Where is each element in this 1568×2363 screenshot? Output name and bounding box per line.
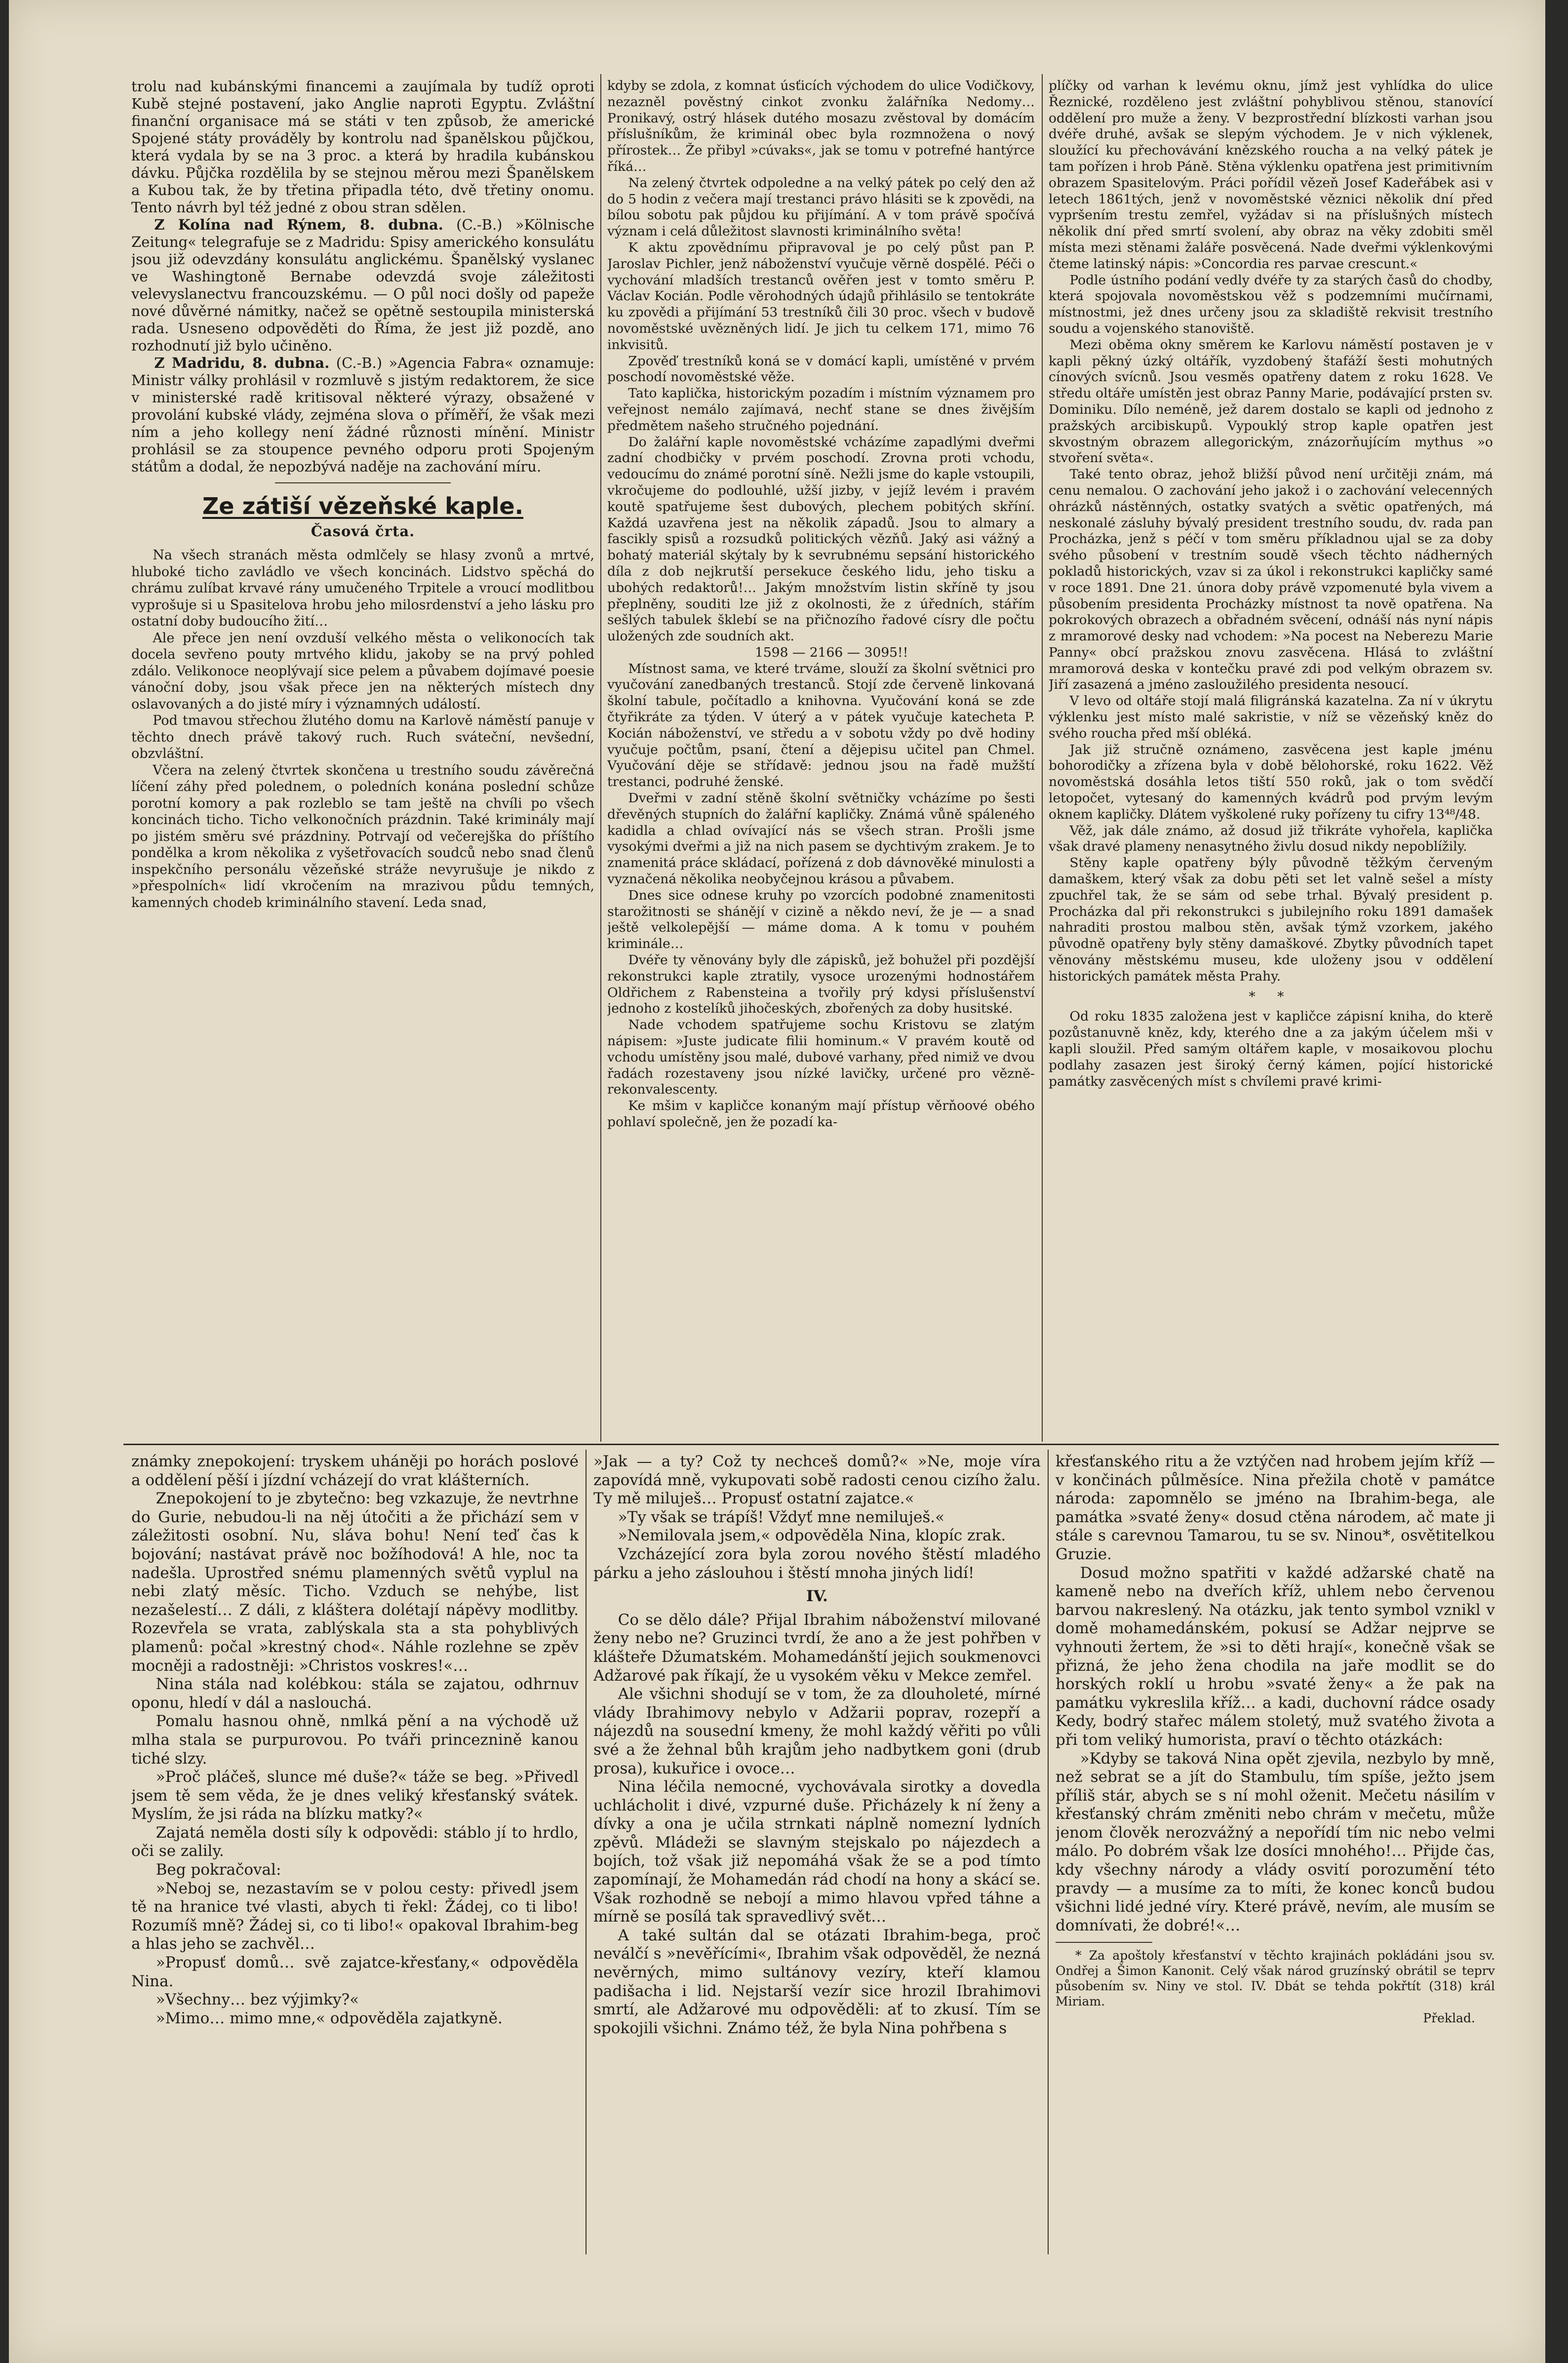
paragraph: Jak již stručně oznámeno, zasvěcena jest kaple jménu bohorodičky a zřízena byla v době bělohorské, roku 1622. Věž novoměstská dosáhla letos tiští 550 roků, jak o tom svědčí letopočet, vytesaný do kamenných kvádrů pod prvým levým oknem kapličky. Dlátem vyškolené ruky pořízeny tu cifry 13⁴⁸/48. xyxy=(1049,742,1493,822)
paragraph: Ale všichni shodují se v tom, že za dlouholeté, mírné vlády Ibrahimovy nebylo v Adžarii poprav, rozepří a nájezdů na sousední kmeny, že mohl každý věřiti po vůli své a že žehnal bůh krajům jeho nadbytkem goni (drub prosa), kukuřice i ovoce… xyxy=(593,1685,1041,1777)
paragraph: Stěny kaple opatřeny býly původně těžkým červeným damaškem, který však za dobu pěti set let valně sešel a místy zpuchřel tak, že se sám od sebe trhal. Bývalý president p. Procházka dal při rekonstrukci s jubilejního roku 1891 damašek nahraditi prostou malbou stěn, avšak týmž vzorkem, jakého původně opatřeny byly stěny damaškové. Zbytky původních tapet věnovány městskému museu, kde uloženy jsou v oddělení historických památek města Prahy. xyxy=(1049,855,1493,984)
paragraph: »Ty však se trápíš! Vždyť mne nemiluješ.« xyxy=(618,1508,945,1526)
divider xyxy=(275,482,451,483)
paragraph: plíčky od varhan k levému oknu, jímž jest vyhlídka do ulice Řeznické, rozděleno jest zvláštní pohyblivou stěnou, stanovící oddělení pro muže a ženy. V bezprostřední blízkosti varhan jsou dvéře druhé, avšak se slepým východem. Je v nich výklenek, sloužící ku přechovávání knězského roucha a na velký pátek je tam pořízen i hrob Páně. Stěna výklenku opatřena jest primitivním obrazem Spasitelovým. Práci pořídil vězeň Josef Kadeřábek asi v letech 1861tých, jenž v novoměstské věznici několik dní před vypršením trestu zemřel, vyžádav si na příslušných místech několik dní před smrtí svolení, aby obraz na věky zdobiti směl místa mezi stěnami žaláře posvěcená. Nade dveřmi výklenkovými čteme latinský nápis: »Concordia res parvae crescunt.« xyxy=(1049,78,1493,272)
paragraph: »Všechny… bez výjimky?« xyxy=(156,1991,359,2009)
paragraph: Tato kaplička, historickým pozadím i místním významem pro veřejnost nemálo zajímavá, nechť stane se dnes živějším předmětem našeho stručného pojednání. xyxy=(607,386,1035,433)
column-rule xyxy=(586,1450,587,2254)
paragraph: Dvéře ty věnovány byly dle zápisků, jež bohužel při pozdější rekonstrukci kaple ztratily, vysoce urozenými hodnostářem Oldřichem z Rabensteina a tvořily prý kdysi příslušenství jednoho z kostelíků jihočeských, zbořených za doby husitské. xyxy=(607,952,1035,1017)
paragraph: Na všech stranách města odmlčely se hlasy zvonů a mrtvé, hluboké ticho zavládlo ve všech koncinách. Lidstvo spěchá do chrámu zulíbat krvavé rány umučeného Trpitele a vroucí modlitbou vyprošuje si u Spasitelova hrobu jeho milosrdenství a jeho lásku pro ostatní doby budoucího žití… xyxy=(131,548,594,629)
paragraph: Věž, jak dále známo, až dosud již třikráte vyhořela, kaplička však dravé plameny nenasytného živlu dosud nikdy nepoblížily. xyxy=(1049,823,1493,855)
paragraph: »Mimo… mimo mne,« odpověděla zajatkyně. xyxy=(156,2009,503,2027)
footnote-divider xyxy=(1056,1942,1152,1943)
article-subtitle: Časová črta. xyxy=(311,523,415,540)
paragraph: »Neboj se, nezastavím se v polou cesty: přivedl jsem tě na hranice tvé vlasti, abych ti řekl: Žádej, co ti libo! Rozumíš mně? Žádej si, co ti libo!« opakoval Ibrahim-beg a hlas jeho se zachvěl… xyxy=(131,1879,579,1953)
article-title: Ze zátiší vězeňské kaple. xyxy=(202,493,524,519)
paragraph: Dnes sice odnese kruhy po vzorcích podobné znamenitosti starožitnosti se shánějí v cizině a někdo neví, že je — a snad ještě velkolepější — máme doma. A k tomu v pouhém kriminále… xyxy=(607,887,1035,952)
paragraph: Ke mšim v kapličce konaným mají přístup věrňoové obého pohlaví společně, jen že pozadí ka- xyxy=(607,1098,1035,1130)
feuilleton-divider xyxy=(123,1444,1499,1445)
report-text: (C.-B.) »Kölnische Zeitung« telegrafuje se z Madridu: Spisy amerického konsulátu jsou již odevzdány konsulátu anglickému. Španělský vyslanec ve Washingtoně Bernabe odevzdá svoje záležitosti velevyslanectvu francouzskému. — O půl noci došly od papeže nové důvěrné námitky, načež se opětně sestoupila ministerská rada. Usneseno odpověděti do Říma, že jest již pozdě, ano rozhodnutí již bylo učiněno. xyxy=(131,216,594,354)
paragraph: Místnost sama, ve které trváme, slouží za školní světnici pro vyučování zanedbaných trestanců. Stojí zde červeně linkovaná školní tabule, počítadlo a knihovna. Vyučování koná se zde čtyřikráte za týden. V úterý a v pátek vyučuje katecheta P. Kocián náboženství, ve středu a v sobotu vždy po dvě hodiny vyučuje počtům, psaní, čtení a dějepisu učitel pan Chmel. Vyučování děje se střídavě: jednou jsou na řadě mužští trestanci, podruhé ženské. xyxy=(607,661,1035,790)
section-number: IV. xyxy=(806,1587,828,1606)
newspaper-page xyxy=(9,0,1545,2363)
paragraph: Nade vchodem spatřujeme sochu Kristovu se zlatým nápisem: »Juste judicate filii hominum.« V pravém koutě od vchodu umístěny jsou malé, dubové varhany, před nimiž ve dvou řadách rozestaveny jsou nízké lavičky, určené pro vězně-rekonvalescenty. xyxy=(607,1017,1035,1098)
section-separator: * * xyxy=(1249,988,1293,1004)
paragraph: K aktu zpovědnímu připravoval je po celý půst pan P. Jaroslav Pichler, jenž náboženství vyučuje věrně dospělé. Péči o vychování mladších trestanců ověřen jest v tomto směru P. Václav Kocián. Podle věrohodných údajů přihlásilo se tentokráte ku zpovědi a přijímání 53 trestníků čili 30 proc. všech v budově novoměstské uvězněných lidí. Je jich tu celkem 171, mimo 76 inkvisitů. xyxy=(607,239,1035,353)
paragraph: Mezi oběma okny směrem ke Karlovu náměstí postaven je v kapli pěkný úzký oltářík, vyzdobený štafáží šesti mohutných cínových svícnů. Jsou vesměs opatřeny datem z roku 1628. Ve středu oltáře umístěn jest obraz Panny Marie, podávající prsten sv. Dominiku. Dílo neméně, jež darem dostalo se kapli od jednoho z pražských arcibiskupů. Vypouklý strop kaple opatřen jest skvostným obrazem allegorickým, znázorňujícím mythus »o stvoření světa«. xyxy=(1049,337,1493,466)
paragraph: »Propusť domů… svě zajatce-křesťany,« odpověděla Nina. xyxy=(131,1954,579,1990)
paragraph: Beg pokračoval: xyxy=(156,1861,281,1879)
paragraph: Včera na zelený čtvrtek skončena u trestního soudu závěrečná líčení záhy před polednem, o poledních konána poslední schůze porotní komory a pak rozleblo se tam ještě na chvíli po všech koncinách ticho. Ticho velkonočních prázdnin. Také kriminály mají po jistém směru své prázdniny. Potrvají od večerejška do příštího pondělka a krom několika z vyšetřovacích soudců nebo snad členů inspekčního personálu vězeňské stráže nevyrušuje je nikdo z »přespolních« lidí vkročením na mrazivou půdu temných, kamenných chodeb kriminálního stavení. Leda snad, xyxy=(131,762,594,910)
paragraph: známky znepokojení: tryskem uháněji po horách poslové a oddělení pěší i jízdní vcházejí do vrat klášterních. xyxy=(131,1453,579,1489)
paragraph: Nina stála nad kolébkou: stála se zajatou, odhrnuv oponu, hledí v dál a naslouchá. xyxy=(131,1675,579,1712)
column-rule xyxy=(600,74,601,1442)
paragraph: Zpověď trestníků koná se v domácí kapli, umístěné v prvém poschodí novoměstské věže. xyxy=(607,353,1035,385)
paragraph: Do žalářní kaple novoměstské vcházíme zapadlými dveřmi zadní chodbičky v prvém poschodí. Zrovna proti vchodu, vedoucímu do známé porotní síně. Nežli jsme do kaple vstoupili, vkročujeme do podlouhlé, užší jizby, v jejíž levém i pravém koutě spatřujeme šest dubových, plechem pobitých skříní. Každá uzavřena jest na několik západů. Jsou to almary a fascikly spisů a rozsudků politických vězňů. Jaký asi vážný a bohatý materiál skýtaly by k sevrubnému sepsání historického díla z dob nejkrutší persekuce českého lidu, jeho tisku a ubohých redaktorů!… Jakým množstvím listin skříně ty jsou přeplněny, souditi lze již z okolnosti, že z úředních, stářím sešlých tabulek šklebí se na přičnozího řadové císry dle počtu uložených zde soudních akt. xyxy=(607,434,1035,644)
paragraph: Co se dělo dále? Přijal Ibrahim náboženství milované ženy nebo ne? Gruzinci tvrdí, že ano a že jest pohřben v klášteře Džumatském. Mohamedánští jejich soukmenovci Adžarové pak říkají, že u vysokém věku v Mekce zemřel. xyxy=(593,1611,1041,1685)
column-bottom-left xyxy=(131,1453,579,2252)
paragraph: V levo od oltáře stojí malá filigránská kazatelna. Za ní v úkrytu výklenku jest místo malé sakristie, v níž se vězeňský kněz do svého roucha před mší obléká. xyxy=(1049,693,1493,741)
paragraph: Dosud možno spatřiti v každé adžarské chatě na kameně nebo na dveřích kříž, uhlem nebo červenou barvou nakreslený. Na otázku, jak tento symbol vznikl v domě mohamedánském, pokusí se Adžar nejprve se vyhnouti žertem, že »si to děti hrají«, konečně však se přizná, že jeho žena chodila na jaře modlit se do horských roklí u hrobu »svaté ženy« a že pak na památku vykreslila kříž… a kadi, duchovní rádce osady Kedy, bodrý stařec málem stoletý, muž svatého života a při tom veliký humorista, praví o těchto otázkách: xyxy=(1056,1564,1495,1749)
paragraph: Vzcházející zora byla zorou nového štěstí mladého párku a jeho záslouhou i štěstí mnoha jiných lidí! xyxy=(593,1545,1041,1582)
column-top-middle xyxy=(607,78,1035,1437)
dateline-cologne: Z Kolína nad Rýnem, 8. dubna. xyxy=(154,216,443,233)
paragraph: Zajatá neměla dosti síly k odpovědi: stáblo jí to hrdlo, oči se zalily. xyxy=(131,1823,579,1860)
paragraph: Na zelený čtvrtek odpoledne a na velký pátek po celý den až do 5 hodin z večera mají trestanci právo hlásiti se k zpovědi, na bílou sobotu pak půjdou ku přijímání. A v tom právě spočívá význam i celá důležitost slavnosti kriminálního světa! xyxy=(607,175,1035,239)
column-top-left xyxy=(131,78,594,1437)
paragraph: »Kdyby se taková Nina opět zjevila, nezbylo by mně, než sebrat se a jít do Stambulu, tím spíše, ježto jsem příliš stár, abych se s ní mohl oženit. Mečetu násilím v křesťanský chrám změniti nebo chrám v mečetu, může jenom člověk nerozvážný a nepořídí tím nic nebo velmi málo. Po dobrém však lze dosíci mnohého!… Přijde čas, kdy všechny národy a vlády osvití porozumění této pravdy — a musíme za to míti, že konec konců budou všichni lidé jedné víry. Které právě, nevím, ale musím se domnívati, že dobré!«… xyxy=(1056,1749,1495,1934)
paragraph: Dveřmi v zadní stěně školní světničky vcházíme po šesti dřevěných stupních do žalářní kapličky. Známá vůně spáleného kadidla a chlad ovívající nás se všech stran. Prošli jsme vysokými dveřmi a již na nich pasem se dychtivým zrakem. Je to znamenitá práce skládací, pořízená z dob dávnověké minulosti a vyznačená několika neobyčejnou krásou a půvabem. xyxy=(607,790,1035,887)
news-report xyxy=(131,216,594,354)
column-rule xyxy=(1042,74,1043,1442)
paragraph: Pod tmavou střechou žlutého domu na Karlově náměstí panuje v těchto dnech právě takový ruch. Ruch sváteční, nevšední, obzvláštní. xyxy=(131,713,594,761)
column-bottom-middle xyxy=(593,1453,1041,2252)
paragraph: Podle ústního podání vedly dvéře ty za starých časů do chodby, která spojovala novoměstskou věž s podzemními mučírnami, místnostmi, jež dnes určeny jsou za skladiště rekvisit trestního soudu a vojenského stanoviště. xyxy=(1049,272,1493,336)
paragraph: »Nemilovala jsem,« odpověděla Nina, klopíc zrak. xyxy=(618,1527,1006,1545)
article-body xyxy=(131,547,594,911)
paragraph: Ale přece jen není ovzduší velkého města o velikonocích tak docela sevřeno pouty mrtvého klidu, jakoby se na prvý pohled zdálo. Velikonoce neoplývají sice pelem a půvabem dojímavé poesie vánoční doby, jsou však přece jen na některých místech dny oslavovaných a do jisté míry i významných událostí. xyxy=(131,630,594,712)
paragraph: Také tento obraz, jehož bližší původ není určitěji znám, má cenu nemalou. O zachování jeho jakož i o zachování velecenných ohrázků nástěnných, ostatky svatých a světic opatřených, má neskonalé zásluhy bývalý president trestního soudu, dv. rada pan Procházka, jenž s péčí v tom směru příkladnou ujal se za doby svého působení v trestním soudě všech těchto nádherných pokladů historických, vzav si za úkol i rekonstrukci kapličky samé v roce 1891. Dne 21. února doby právě vzpomenuté byla vivem a působením presidenta Procházky místnost ta nově opatřena. Na pokrokových obrazech a obřadném svěcení, odnáší nás nyní nápis z mramorové desky nad vchodem: »Na pocest na Neberezu Marie Panny« obcí pražskou znovu zasvěcena. Hlásá to zvláštní mramorová deska v kontečku pravé zdi pod velkým obrazem sv. Jiří zasazená a jméno zasloužilého presidenta nesoucí. xyxy=(1049,467,1493,693)
paragraph: Znepokojení to je zbytečno: beg vzkazuje, že nevtrhne do Gurie, nebudou-li na něj útočiti a že přichází sem v záležitosti osobní. Nu, sláva bohu! Není teď čas k bojování; nastávat právě noc božíhodová! A hle, noc ta nadešla. Uprostřed snému plamenných světů vyplul na nebi zlatý měsíc. Ticho. Vzduch se nehýbe, list nezašelestí… Z dáli, z kláštera dolétají nápěvy modlitby. Rozevřela se vrata, zablýskala sta a sta pohyblivých plamenů: počal »krestný chod«. Náhle rozlehne se zpěv mocněji a radostněji: »Christos voskres!«… xyxy=(131,1490,579,1675)
translator-note: Překlad. xyxy=(1423,2011,1475,2026)
paragraph: A také sultán dal se otázati Ibrahim-bega, proč neválčí s »nevěřícími«, Ibrahim však odpověděl, že nezná nevěrných, mimo sultánovy vezíry, kteří klamou padišacha i lid. Nejstarší vezír sice hrozil Ibrahimovi smrtí, ale Adžarové mu odpověděli: ať to zkusí. Tím se spokojili všichni. Známo též, že byla Nina pohřbena s xyxy=(593,1926,1041,2037)
paragraph: Pomalu hasnou ohně, nmlká pění a na východě už mlha stala se purpurovou. Po tváři princeznině kanou tiché slzy. xyxy=(131,1712,579,1768)
news-report xyxy=(131,354,594,475)
paragraph: Od roku 1835 založena jest v kapličce zápisní kniha, do kterě pozůstanuvně kněz, kdy, kterého dne a za jakým účelem mši v kapli sloužil. Před samým oltářem kaple, v mosaikovou plochu podlahy zasazen jest široký černý kámen, pojící historické památky zasvěcených míst s chvílemi pravé krimi- xyxy=(1049,1009,1493,1089)
report-text: (C.-B.) »Agencia Fabra« oznamuje: Ministr války prohlásil v rozmluvě s jistým redaktorem, že sice v ministerské radě kritisoval některé výrazy, obsažené v provolání kubské vlády, zejména slova o příměří, že však mezi ním a jeho kollegy není žádné různosti mínění. Ministr prohlásil se za stoupence pevného odporu proti Spojeným státům a dodal, že nepozbývá naděje na zachování míru. xyxy=(131,354,594,475)
paragraph: »Jak — a ty? Což ty nechceš domů?« »Ne, moje víra zapovídá mně, vykupovati sobě radosti cenou cizího žalu. Ty mě miluješ… Propusť ostatní zajatce.« xyxy=(593,1453,1041,1508)
column-top-right xyxy=(1049,78,1493,1437)
footnote: * Za apoštoly křesťanství v těchto krajinách pokládáni jsou sv. Ondřej a Šimon Kanonit. Celý však národ gruzínský obrátil se teprv působením sv. Niny ve stol. IV. Dbát se tehda pokřtít (318) král Miriam. xyxy=(1056,1948,1495,2009)
column-bottom-right xyxy=(1056,1453,1495,2252)
number-sequence: 1598 — 2166 — 3095!! xyxy=(755,644,908,660)
paragraph: kdyby se zdola, z komnat úsťicích východem do ulice Vodičkovy, nezazněl pověstný cinkot zvonku žalářníka Nedomy… Pronikavý, ostrý hlásek dutého mosazu zvěstoval by domácím příslušníkům, že kriminál obec byla rozmnožena o nový přírostek… Že přibyl »cúvaks«, jak se tomu v potrefné hantýrce říká… xyxy=(607,78,1035,174)
column-rule xyxy=(1048,1450,1049,2254)
paragraph: trolu nad kubánskými financemi a zaujímala by tudíž oproti Kubě stejné postavení, jako Anglie naproti Egyptu. Zvláštní finanční organisace má se státi v ten způsob, že americké Spojené státy prováděly by kontrolu nad španělskou půjčkou, která vydala by se na 3 proc. a která by hradila kubánskou dávku. Půjčka rozdělila by se stejnou měrou mezi Španělskem a Kubou tak, že by třetina připadla této, dvě třetiny onomu. Tento návrh byl též jedné z obou stran sdělen. xyxy=(131,78,594,216)
paragraph: křesťanského ritu a že vztýčen nad hrobem jejím kříž — v končinách půlměsíce. Nina přežila chotě v památce národa: zapomnělo se jméno na Ibrahim-bega, ale památka »svaté ženy« dosud ctěna národem, ač mate ji stále s carevnou Tamarou, tu se sv. Ninou*, osvětitelkou Gruzie. xyxy=(1056,1453,1495,1563)
dateline-madrid: Z Madridu, 8. dubna. xyxy=(154,354,330,371)
paragraph: »Proč pláčeš, slunce mé duše?« táže se beg. »Přivedl jsem tě sem věda, že je dnes veliký křesťanský svátek. Myslím, že jsi ráda na blízku matky?« xyxy=(131,1768,579,1823)
paragraph: Nina léčila nemocné, vychovávala sirotky a dovedla uchlácholit i divé, vzpurné duše. Přicházely k ní ženy a dívky a ona je učila strnkati náplně nomezní lydních zpěvů. Mládeži se slavným stejskalo po nájezdech a bojích, tož však již nepomáhá však že se a pod tímto zapomínají, že Mohamedán rád chodí na hony a skácí se. Však rozhodně se nebojí a mimo hlavou vpřed táhne a mírně se posílá tak spravedlivý svět… xyxy=(593,1778,1041,1926)
